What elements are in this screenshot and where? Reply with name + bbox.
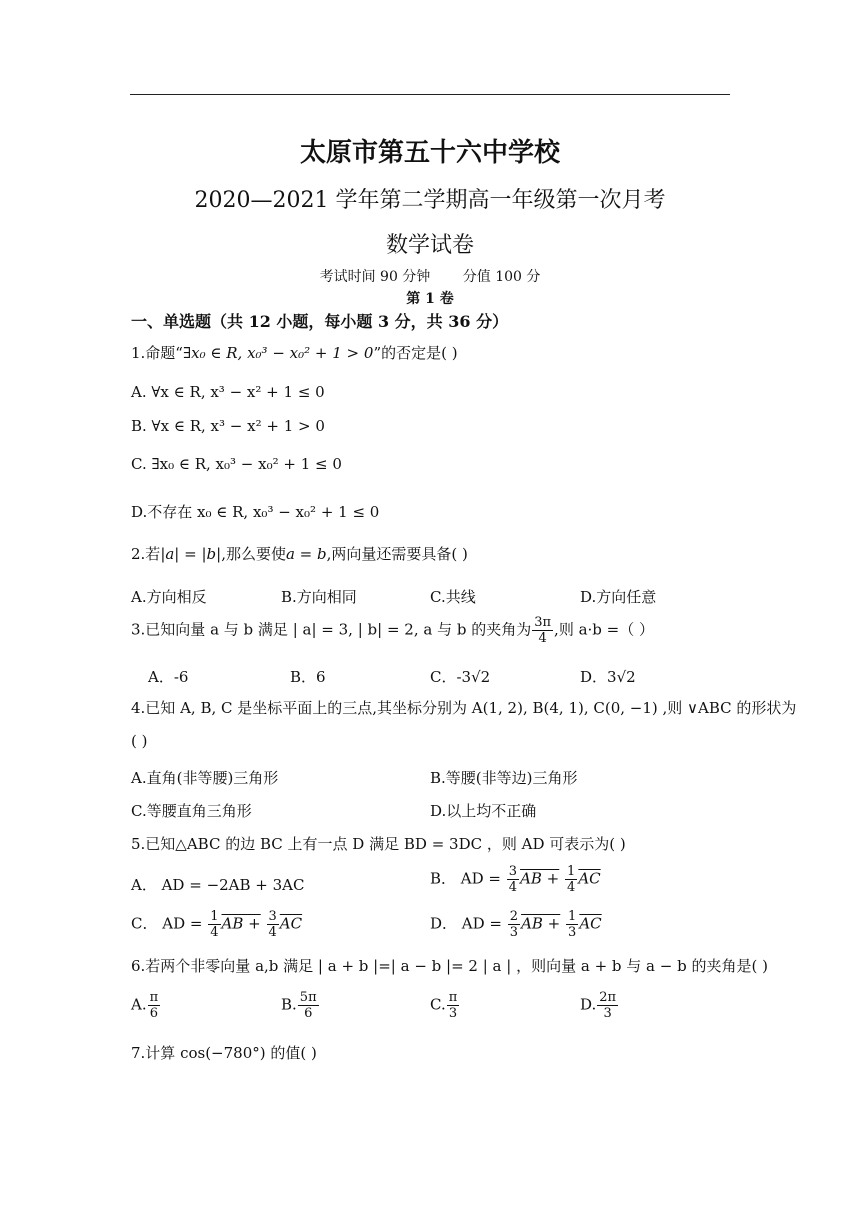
q6-stem: 6.若两个非零向量 a,b 满足 | a + b |=| a − b |= 2 | a | ，则向量 a + b 与 a − b 的夹角是( ) [131,957,768,975]
q5-option-b: B． AD = $\frac{3}{4}$ AB + $\frac{1}{4}$ $\overline{AC}$ [430,864,601,895]
term-title: 2020—2021 学年第二学期高一年级第一次月考 [194,188,666,213]
q4-option-a: A.直角(非等腰)三角形 [131,769,279,787]
q1-option-a: A. ∀x ∈ R, x³ − x² + 1 ≤ 0 [131,383,325,401]
subject-title: 数学试卷 [385,233,474,258]
q5-c-frac1: $\frac{1}{4}$ [210,909,219,940]
q4-option-c: C.等腰直角三角形 [131,802,252,820]
q4-option-d: D.以上均不正确 [430,802,537,820]
q1-option-c: C. ∃x₀ ∈ R, x₀³ − x₀² + 1 ≤ 0 [131,455,342,473]
q1-option-b: B. ∀x ∈ R, x³ − x² + 1 > 0 [131,417,325,435]
q5-stem: 5.已知△ABC 的边 BC 上有一点 D 满足 BD = 3DC ，则 AD 可表示为( ) [131,835,626,853]
header-rule [130,94,730,95]
q6-d-frac: $\frac{2\pi}{3}$ [599,990,617,1021]
q5-d-frac2: $\frac{1}{3}$ [568,909,577,940]
q2-stem: 2.若|a| = |b|,那么要使a = b,两向量还需要具备( ) [131,545,468,563]
q5-b-frac2: $\frac{1}{4}$ [567,864,576,895]
q6-option-c: C. $\frac{\pi}{3}$ [430,990,458,1021]
q3-option-a: A．-6 [148,668,189,686]
q3-option-d: D．3√2 [580,668,636,686]
q5-option-d: D． AD = $\frac{2}{3}$ AB + $\frac{1}{3}$ $\overline{AC}$ [430,909,602,940]
q3-option-c: C．-3√2 [430,668,491,686]
q1-option-d: D.不存在 x₀ ∈ R, x₀³ − x₀² + 1 ≤ 0 [131,503,380,521]
q2-option-d: D.方向任意 [580,588,657,606]
q2-option-a: A.方向相反 [131,588,207,606]
q3-option-b: B．6 [290,668,326,686]
volume-label: 第 1 卷 [406,291,454,307]
exam-info [0,266,860,286]
q5-option-c: C． AD = $\frac{1}{4}$ AB + $\frac{3}{4}$ $\overline{AC}$ [131,909,303,940]
q6-a-frac: $\frac{\pi}{6}$ [149,990,159,1021]
q6-option-d: D. $\frac{2\pi}{3}$ [580,990,617,1021]
q7-stem: 7.计算 cos(−780°) 的值( ) [131,1044,317,1062]
exam-score: 分值 100 分 [462,269,541,285]
q5-c-frac2: $\frac{3}{4}$ [268,909,277,940]
q5-d-frac1: $\frac{2}{3}$ [509,909,519,940]
q3-angle-fraction: $\frac{3\pi}{4}$ [534,615,552,646]
q6-b-frac: $\frac{5\pi}{6}$ [299,990,317,1021]
q3-stem: 3.已知向量 a 与 b 满足 | a| = 3, | b| = 2, a 与 b 的夹角为 $\frac{3\pi}{4}$ ,则 a·b =（ ） [131,615,655,646]
section-heading: 一、单选题（共 12 小题，每小题 3 分，共 36 分） [131,312,509,331]
q1-stem: 1.命题“∃x₀ ∈ R, x₀³ − x₀² + 1 > 0”的否定是( ) [131,344,458,362]
q5-b-frac1: $\frac{3}{4}$ [508,864,518,895]
exam-time: 考试时间 90 分钟 [319,269,431,285]
q4-option-b: B.等腰(非等边)三角形 [430,769,578,787]
q6-option-b: B. $\frac{5\pi}{6}$ [281,990,317,1021]
q6-option-a: A. $\frac{\pi}{6}$ [131,990,159,1021]
q4-stem-cont: ( ) [131,732,148,750]
q6-c-frac: $\frac{\pi}{3}$ [448,990,458,1021]
q5-option-a: A． AD = −2AB + 3AC [131,876,305,894]
q4-stem: 4.已知 A, B, C 是坐标平面上的三点,其坐标分别为 A(1, 2), B(4, 1), C(0, −1) ,则 ∨ABC 的形状为 [131,699,797,717]
school-title: 太原市第五十六中学校 [299,138,560,168]
q2-option-c: C.共线 [430,588,476,606]
q2-option-b: B.方向相同 [281,588,357,606]
